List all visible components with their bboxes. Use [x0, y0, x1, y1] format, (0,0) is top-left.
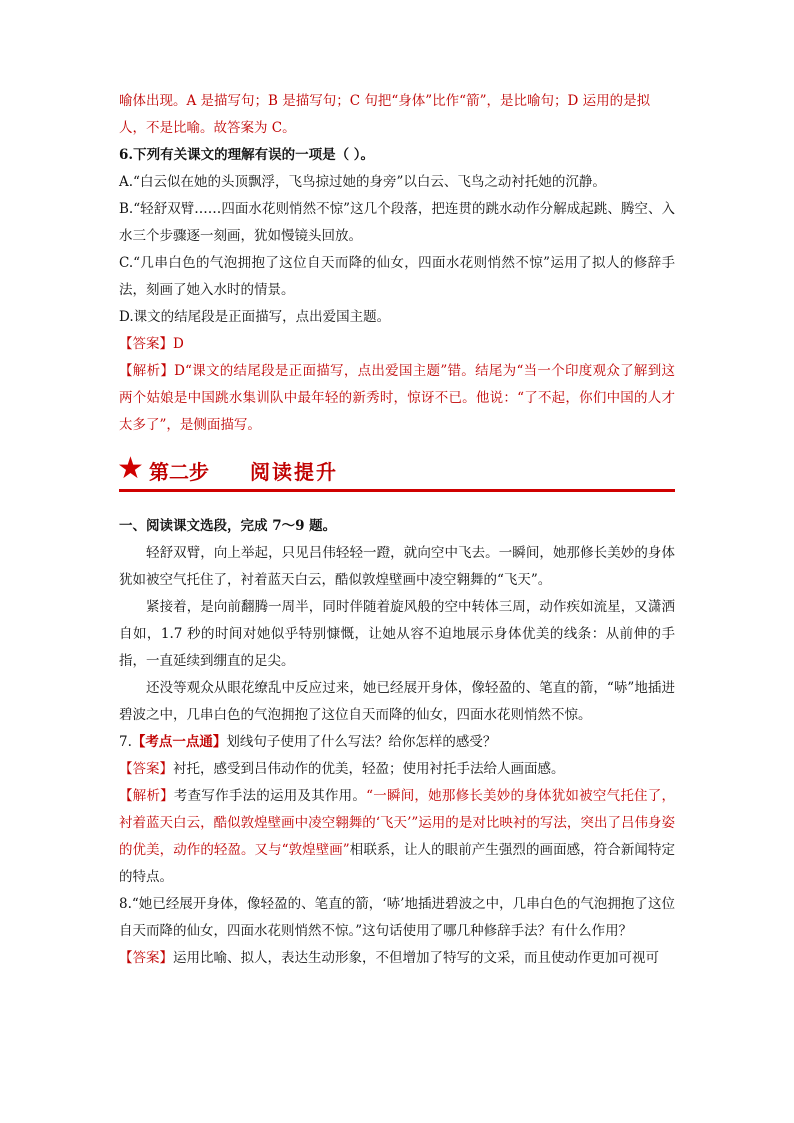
question-8-answer [119, 945, 675, 972]
answer-tag: 【答案】 [119, 950, 173, 966]
reading-paragraph-2: 紧接着，是向前翻腾一周半，同时伴随着旋风般的空中转体三周，动作疾如流星，又潇洒自如，1.7 秒的时间对她似乎特别慷慨，让她从容不迫地展示身体优美的线条：从前伸的手指，一直延续到绷直的足尖。 [119, 599, 675, 669]
analysis-text-e: 相联系，让人的眼前产生强烈的画面感，符合新闻特定的特点。 [119, 842, 675, 885]
reading-paragraph-1: 轻舒双臂，向上举起，只见吕伟轻轻一蹬，就向空中飞去。一瞬间，她那修长美妙的身体犹如被空气托住了，衬着蓝天白云，酷似敦煌壁画中凌空翱舞的“飞天”。 [119, 545, 675, 588]
intro-line-2: 人，不是比喻。故答案为 C。 [119, 120, 296, 136]
answer-tag: 【答案】 [119, 336, 173, 352]
knowledge-tag: 【考点一点通】 [131, 734, 227, 750]
answer-text: 衬托，感受到吕伟动作的优美，轻盈；使用衬托手法给人画面感。 [173, 761, 565, 777]
section-divider [119, 489, 675, 492]
section-title: 阅读提升 [250, 460, 338, 484]
reading-heading: 一、阅读课文选段，完成 7～9 题。 [119, 518, 337, 534]
analysis-tag: 【解析】 [119, 788, 174, 804]
answer-tag: 【答案】 [119, 761, 173, 777]
question-6-answer [119, 331, 675, 358]
document-page [119, 88, 675, 972]
analysis-text-a: 考查写作手法的运用及其作用。 [173, 788, 367, 804]
intro-line-1: 喻体出现。A 是描写句；B 是描写句；C 句把“身体”比作“箭”，是比喻句；D 运用的是拟 [119, 93, 651, 109]
question-6-option-c: C.“几串白色的气泡拥抱了这位自天而降的仙女，四面水花则悄然不惊”运用了拟人的修辞手法，刻画了她入水时的情景。 [119, 255, 675, 298]
question-8-stem: 8.“她已经展开身体，像轻盈的、笔直的箭，‘哧’地插进碧波之中，几串白色的气泡拥抱了这位自天而降的仙女，四面水花则悄然不惊。”这句话使用了哪几种修辞手法？有什么作用？ [119, 896, 675, 939]
question-6-option-b: B.“轻舒双臂……四面水花则悄然不惊”这几个段落，把连贯的跳水动作分解成起跳、腾空、入水三个步骤逐一刻画，犹如慢镜头回放。 [119, 201, 675, 244]
question-6-analysis [119, 358, 675, 439]
reading-paragraph-3: 还没等观众从眼花缭乱中反应过来，她已经展开身体，像轻盈的、笔直的箭，“哧”地插进碧波之中，几串白色的气泡拥抱了这位自天而降的仙女，四面水花则悄然不惊。 [119, 680, 675, 723]
question-7-analysis [119, 783, 675, 891]
question-7-answer [119, 756, 675, 783]
question-6-stem: 6.下列有关课文的理解有误的一项是（ ）。 [119, 147, 375, 163]
question-7-stem [119, 729, 675, 756]
question-6-option-a: A.“白云似在她的头顶飘浮，飞鸟掠过她的身旁”以白云、飞鸟之动衬托她的沉静。 [119, 174, 606, 190]
analysis-text: D“课文的结尾段是正面描写，点出爱国主题”错。结尾为“当一个印度观众了解到这两个姑娘是中国跳水集训队中最年轻的新秀时，惊讶不已。他说：“了不起，你们中国的人才太多了”，是侧面描写。 [119, 363, 676, 433]
question-7-text: 划线句子使用了什么写法？给你怎样的感受？ [226, 734, 497, 750]
section-step: 第二步 [149, 460, 209, 484]
answer-text: 运用比喻、拟人，表达生动形象，不但增加了特写的文采，而且使动作更加可视可 [173, 950, 659, 966]
analysis-text-c: 运用的是对比映衬的写法，突出了吕伟身姿的优美，动作的轻盈。又与 [119, 815, 676, 858]
analysis-quote: “一瞬间，她那修长美妙的身体犹如被空气托住了，衬着蓝天白云，酷似敦煌壁画中凌空翱舞的‘飞天’” [119, 788, 676, 831]
analysis-tag: 【解析】 [119, 363, 175, 379]
question-6-option-d: D.课文的结尾段是正面描写，点出爱国主题。 [119, 309, 391, 325]
star-icon: ★ [117, 451, 144, 486]
question-7-number: 7. [119, 734, 132, 750]
section-header [119, 451, 675, 491]
answer-value: D [173, 336, 184, 352]
analysis-quote-2: “敦煌壁画” [281, 842, 350, 858]
